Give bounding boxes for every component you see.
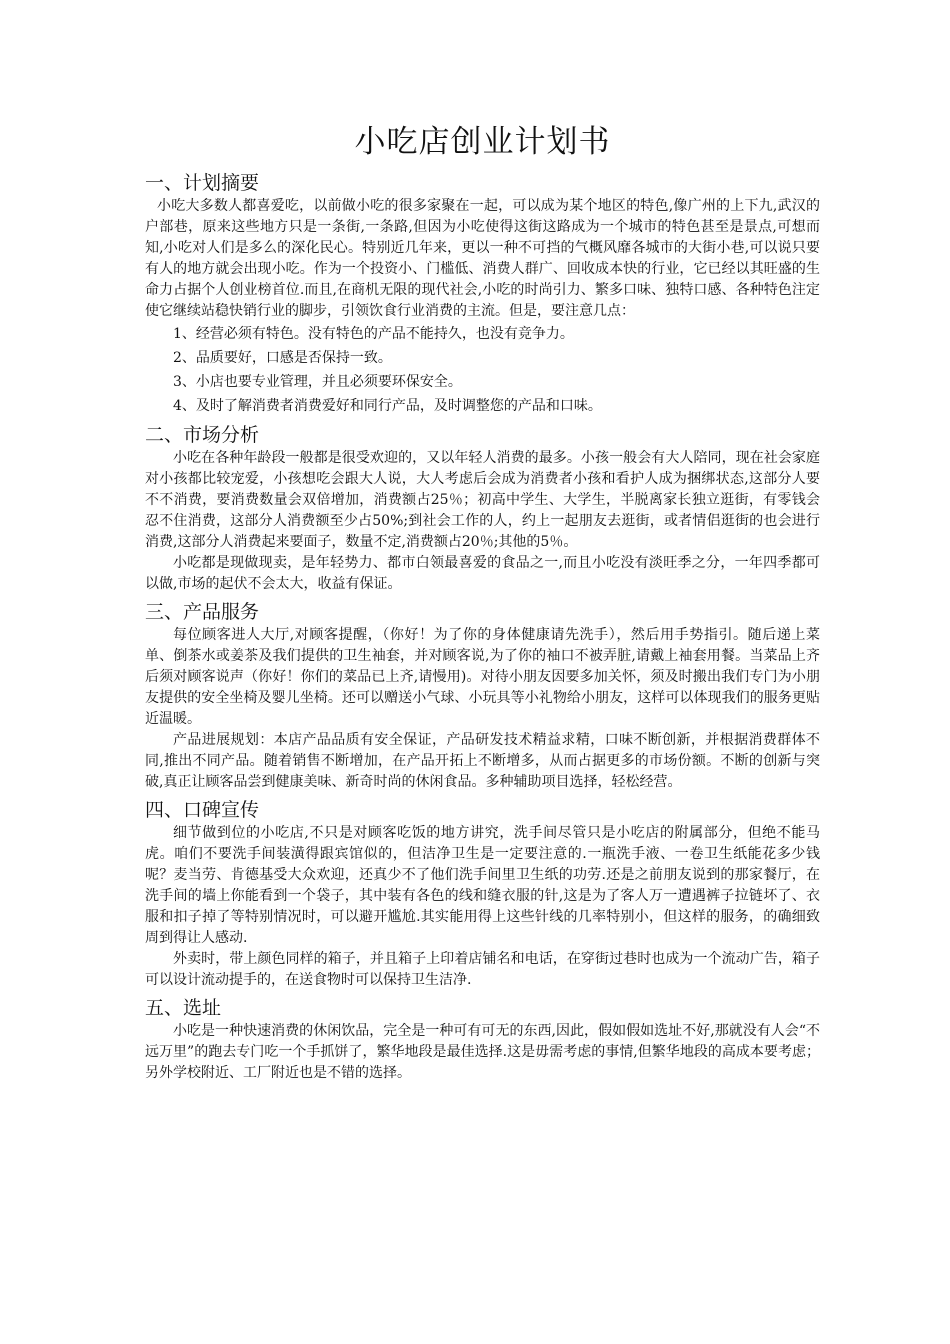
paragraph: 产品进展规划：本店产品品质有安全保证，产品研发技术精益求精，口味不断创新，并根据消费群体不同,推出不同产品。随着销售不断增加，在产品开拓上不断增多，从而占据更多的市场份额。不断的创新与突破,真正让顾客品尝到健康美味、新奇时尚的休闲食品。多种辅助项目选择，轻松经营。	[145, 732, 820, 790]
section-heading-promotion: 四、口碑宣传	[145, 799, 260, 821]
section-heading-location: 五、选址	[145, 997, 222, 1019]
paragraph: 细节做到位的小吃店,不只是对顾客吃饭的地方讲究，洗手间尽管只是小吃店的附属部分，但绝不能马虎。咱们不要洗手间装潢得跟宾馆似的，但洁净卫生是一定要注意的.一瓶洗手液、一卷卫生纸能花多少钱呢？麦当劳、肯德基受大众欢迎，还真少不了他们洗手间里卫生纸的功劳.还是之前朋友说到的那家餐厅，在洗手间的墙上你能看到一个袋子，其中装有各色的线和缝衣服的针,这是为了客人万一遭遇裤子拉链坏了、衣服和扣子掉了等特别情况时，可以避开尴尬.其实能用得上这些针线的几率特别小，但这样的服务，的确细致周到得让人感动.	[145, 825, 820, 946]
paragraph: 小吃大多数人都喜爱吃，以前做小吃的很多家聚在一起，可以成为某个地区的特色,像广州的上下九,武汉的户部巷，原来这些地方只是一条街,一条路,但因为小吃使得这街这路成为一个城市的特色甚至是景点,可想而知,小吃对人们是多么的深化民心。特别近几年来，更以一种不可挡的气概风靡各城市的大街小巷,可以说只要有人的地方就会出现小吃。作为一个投资小、门槛低、消费人群广、回收成本快的行业，它已经以其旺盛的生命力占据个人创业榜首位.而且,在商机无限的现代社会,小吃的时尚引力、繁多口味、独特口感、各种特色注定使它继续站稳快销行业的脚步，引领饮食行业消费的主流。但是，要注意几点：	[145, 198, 820, 319]
paragraph: 小吃在各种年龄段一般都是很受欢迎的，又以年轻人消费的最多。小孩一般会有大人陪同，现在社会家庭对小孩都比较宠爱，小孩想吃会跟大人说，大人考虑后会成为消费者小孩和看护人成为捆绑状态,这部分人要不不消费，要消费数量会双倍增加，消费额占25％；初高中学生、大学生，半脱离家长独立逛街，有零钱会忍不住消费，这部分人消费额至少占50%;到社会工作的人，约上一起朋友去逛街，或者情侣逛街的也会进行消费,这部分人消费起来要面子，数量不定,消费额占20％;其他的5％。	[145, 450, 820, 550]
list-item: 3、小店也要专业管理，并且必须要环保安全。	[173, 374, 462, 390]
paragraph: 小吃是一种快速消费的休闲饮品，完全是一种可有可无的东西,因此，假如假如选址不好,那就没有人会“不远万里”的跑去专门吃一个手抓饼了，繁华地段是最佳选择.这是毋需考虑的事情,但繁华地段的高成本要考虑；另外学校附近、工厂附近也是不错的选择。	[145, 1023, 820, 1081]
document-title: 小吃店创业计划书	[354, 124, 611, 160]
paragraph: 小吃都是现做现卖，是年轻势力、都市白领最喜爱的食品之一,而且小吃没有淡旺季之分，一年四季都可以做,市场的起伏不会太大，收益有保证。	[145, 555, 820, 592]
section-heading-market: 二、市场分析	[145, 424, 260, 446]
section-heading-service: 三、产品服务	[145, 601, 260, 623]
section-heading-summary: 一、计划摘要	[145, 172, 260, 194]
list-item: 1、经营必须有特色。没有特色的产品不能持久，也没有竞争力。	[173, 326, 574, 342]
list-item: 4、及时了解消费者消费爱好和同行产品，及时调整您的产品和口味。	[173, 398, 602, 414]
list-item: 2、品质要好，口感是否保持一致。	[173, 350, 392, 366]
document-body	[145, 120, 820, 1084]
paragraph: 外卖时，带上颜色同样的箱子，并且箱子上印着店铺名和电话，在穿街过巷时也成为一个流动广告，箱子可以设计流动提手的，在送食物时可以保持卫生洁净.	[145, 951, 820, 988]
paragraph: 每位顾客进人大厅,对顾客提醒，（你好！为了你的身体健康请先洗手），然后用手势指引。随后递上菜单、倒茶水或姜茶及我们提供的卫生袖套，并对顾客说,为了你的袖口不被弄脏,请戴上袖套用餐。当菜品上齐后须对顾客说声（你好！你们的菜品已上齐,请慢用)。对待小朋友因要多加关怀，须及时搬出我们专门为小朋友提供的安全坐椅及婴儿坐椅。还可以赠送小气球、小玩具等小礼物给小朋友，这样可以体现我们的服务更贴近温暖。	[145, 627, 820, 727]
